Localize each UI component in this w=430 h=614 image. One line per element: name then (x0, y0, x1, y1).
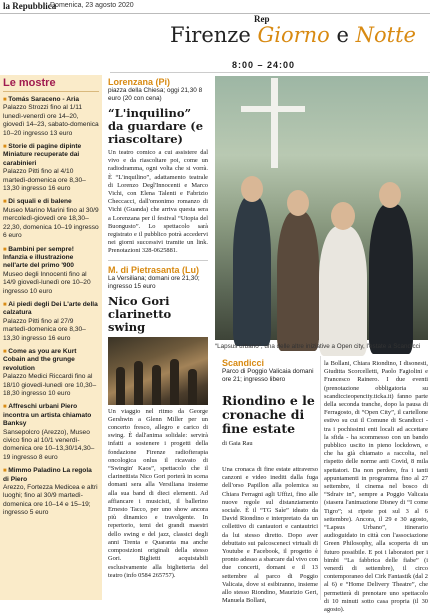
publication-name: la Repubblica (3, 1, 57, 11)
column-separator (320, 356, 321, 600)
exhibition-details: Palazzo Medici Riccardi fino al 18/10 giovedì-lunedì ore 10,30–18,30 ingresso 10 euro (3, 373, 97, 397)
exhibition-item (3, 246, 99, 296)
lapsus-urbano-photo (215, 76, 428, 340)
scandicci-body-col-1: Una cronaca di fine estate attraverso canzoni e video inediti dalla fuga dell'orso Papillon alla polemica su Chiara Ferragni agli Uffizi, fino alle nuove regole sul distanziamento sociale. È il “TG Saìe” ideato da David Riondino e interpretato da un collettivo di cantautori e cantautrici da lui stesso diretto. Dopo aver debuttato sui palcosceneci virtuali di Youtube e Facebook, il progetto è pronto adesso a sbarcare dal vivo con due concerti, domani e il 13 settembre al parco di Poggio Valicaia, dove si esibiranno, insieme allo stesso Riondino, Maurizio Geri, Manuela Bollani, (222, 466, 318, 605)
person-head (379, 182, 401, 208)
pietrasanta-headline: Nico Gori clarinetto swing (108, 293, 172, 334)
top-bar (0, 0, 430, 14)
exhibition-title: ■ Come as you are Kurt Cobain and the grunge revolution (3, 348, 99, 373)
exhibition-title: ■ Mimmo Paladino La regola di Piero (3, 467, 99, 484)
exhibition-details: Museo Marino Marini fino al 30/9 mercoledì-giovedì ore 18,30–22,30, domenica 10–19 ingresso 6 euro (3, 206, 99, 240)
scandicci-article-header (222, 358, 318, 451)
exhibition-details: Sansepolcro (Arezzo), Museo civico fino al 10/1 venerdì-domenica ore 10–13,30/14,30–19 ingresso 8 euro (3, 428, 95, 461)
scandicci-info: Parco di Poggio Valicaia domani ore 21; ingresso libero (222, 368, 314, 383)
scandicci-kicker: Scandicci (222, 358, 265, 368)
musician-silhouette (116, 367, 125, 405)
sidebar-title: Le mostre (3, 77, 99, 92)
person-silhouette (369, 204, 413, 354)
cross-sculpture-arm (241, 106, 305, 112)
person-head (241, 176, 263, 202)
exhibition-item (3, 96, 99, 138)
rep-logo: Rep (254, 14, 270, 24)
exhibition-title: ■ Tomás Saraceno - Aria (3, 96, 99, 104)
cross-sculpture (271, 78, 278, 168)
exhibition-item (3, 198, 99, 240)
lorenzana-kicker: Lorenzana (Pi) (108, 77, 171, 87)
exhibition-item (3, 301, 99, 343)
person-head (331, 202, 355, 230)
photo-caption: “Lapsus urbano”, una delle altre iniziative a Open city, l'estate a Scandicci (215, 343, 421, 350)
masthead-word-firenze: Firenze (170, 23, 251, 47)
exhibitions-sidebar (0, 75, 102, 600)
pietrasanta-kicker: M. di Pietrasanta (Lu) (108, 264, 200, 275)
exhibition-details: Palazzo Pitti fino al 4/10 martedì-domenica ore 8,30–13,30 ingresso 16 euro (3, 168, 86, 193)
lorenzana-headline: “L'inquilino” da guardare (e riascoltare) (108, 106, 204, 146)
lorenzana-body: Un teatro comico a cui assistere dal vivo e da riascoltare poi, come un radiodramma, ogni volta che si vorrà. È “L'inquilino”, adattamento teatrale di Lorenzo Degl'Innocenti e Marco Vichi, con Elena Talenti e Fabrizio Checcacci, dall'omonimo romanzo di Vichi (Guanda) che arriva questa sera a Lorenzana per il festival “Utopia del Buongusto”. Lo spettacolo sarà registrato e il pubblico potrà accedervi nei giorni successivi tramite un link. Prenotazioni 328-0625881. (108, 149, 208, 255)
masthead-word-notte: Notte (355, 23, 416, 47)
scandicci-headline: Riondino e le cronache di fine estate (222, 393, 315, 436)
person-silhouette (277, 211, 319, 351)
person-silhouette (319, 226, 367, 356)
pietrasanta-info: La Versiliana; domani ore 21,30; ingresso 15 euro (108, 274, 200, 290)
lorenzana-info: piazza della Chiesa; oggi 21,30 8 euro (20 con cena) (108, 87, 203, 102)
musician-silhouette (170, 359, 179, 405)
issue-date: Domenica, 23 agosto 2020 (50, 2, 134, 9)
exhibition-details: Palazzo Pitti fino al 27/9 martedì-domenica ore 8,30–13,30 ingresso 16 euro (3, 317, 86, 342)
exhibition-title: ■ Bambini per sempre! Infanzia e illustrazione nell'arte del primo '900 (3, 246, 99, 271)
masthead-rule (110, 72, 430, 73)
section-masthead (170, 23, 416, 47)
person-head (287, 190, 309, 216)
musician-silhouette (188, 369, 197, 405)
musician-silhouette (152, 365, 161, 405)
exhibition-title: ■ Di squali e di balene (3, 198, 99, 206)
exhibition-details: Palazzo Strozzi fino al 1/11 lunedì-venerdì ore 14–20, giovedì 14–23, sabato-domenica 10–20 ingresso 13 euro (3, 104, 99, 137)
masthead-word-e: e (336, 23, 349, 47)
article-byline: di Gaia Rau (222, 440, 253, 447)
person-silhouette (233, 196, 271, 346)
exhibition-item (3, 143, 99, 193)
exhibition-title: ■ Storie di pagine dipinte Miniature recuperate dai carabinieri (3, 143, 99, 168)
exhibition-details: Arezzo, Fortezza Medicea e altri luoghi; fino al 30/9 martedì-domenica ore 10–14 e 15–19; ingresso 5 euro (3, 484, 98, 517)
musician-silhouette (134, 361, 143, 405)
middle-column (108, 77, 208, 600)
exhibition-item (3, 467, 99, 517)
exhibition-details: Museo degli Innocenti fino al 14/9 giovedì-lunedì ore 10–20 ingresso 10 euro (3, 270, 91, 295)
masthead-word-giorno: Giorno (257, 23, 330, 47)
band-photo (108, 337, 208, 405)
exhibition-title: ■ Ai piedi degli Dei L'arte della calzatura (3, 301, 99, 318)
exhibition-item (3, 348, 99, 398)
pietrasanta-body: Un viaggio nel ritmo da George Gershwin a Glenn Miller per un concerto fresco, allegro e carico di swing. È dall'anima solidale: servirà infatti a sostenere i progetti della fondazione Firenze radiofterapia oncologica onlus il ricavato di “Swingin' Kaos”, spettacolo che il clarinettista Nico Gori porterà in scena domani sera alla Versiliana insieme alla sua band di dieci elementi. Ad affiancare i musicisti, il ballerino Ernesto Tacco, per uno show ancora più dinamico e travolgente. In repertorio, temi dei grandi maestri dello swing e del jazz, classici degli anni Trenta e Quaranta ma anche composizioni originali della stesso Gori. Biglietti acquistabili esclusivamente alla biglietteria del teatro (info 0584 265757). (108, 407, 208, 579)
section-hours: 8:00 – 24:00 (232, 60, 296, 70)
column-divider (108, 260, 208, 261)
exhibition-title: ■ Affreschi urbani Piero incontra un artista chiamato Banksy (3, 403, 99, 428)
scandicci-body-col-2: la Bollani, Chiara Riondino, I disonesti, Giuditta Scorcelletti, Paolo Fagiolini e Francesco Rainero. I due eventi (prenotazione obbligatoria su scandiccieopencity.ticka.it) fanno parte della seconda tranche, dopo la pausa di Ferragosto, di “Open City”, il cartellone estivo su cui il Comune di Scandicci - tra i pochissimi enti locali ad accettare la sfida - ha scommesso con un bando pubblico uscito in pieno lockdown, e che ha già chiamato a raccolta, nel rispetto delle norme anti Covid, 8 mila spettatori. Da non perdere, fra i tanti appuntamenti in programma fino al 27 settembre, il cinema nel bosco di “Sdraiv in”, sempre a Poggio Valicaia (stasera l'animazione Disney di “I come Tigro”; si ripete poi sul 3 al 6 settembre). Ancora, il 29 e 30 agosto, “Lapsus Urbano”, itinerario audioguidato in città con l'associazione Green Philosophy, alla scoperta di un futuro possibile. E poi i laboratori per i bimbi “La fabbrica delle fiabe” (i venerdì di settembre), il circo contemporaneo del Cirk Fantastik (dal 2 al 6) e “Home Delivery Theatre”, che permetterà di prenotare uno spettacolo di 10 minuti sotto casa propria (il 30 agosto). (324, 360, 428, 614)
exhibition-item (3, 403, 99, 462)
